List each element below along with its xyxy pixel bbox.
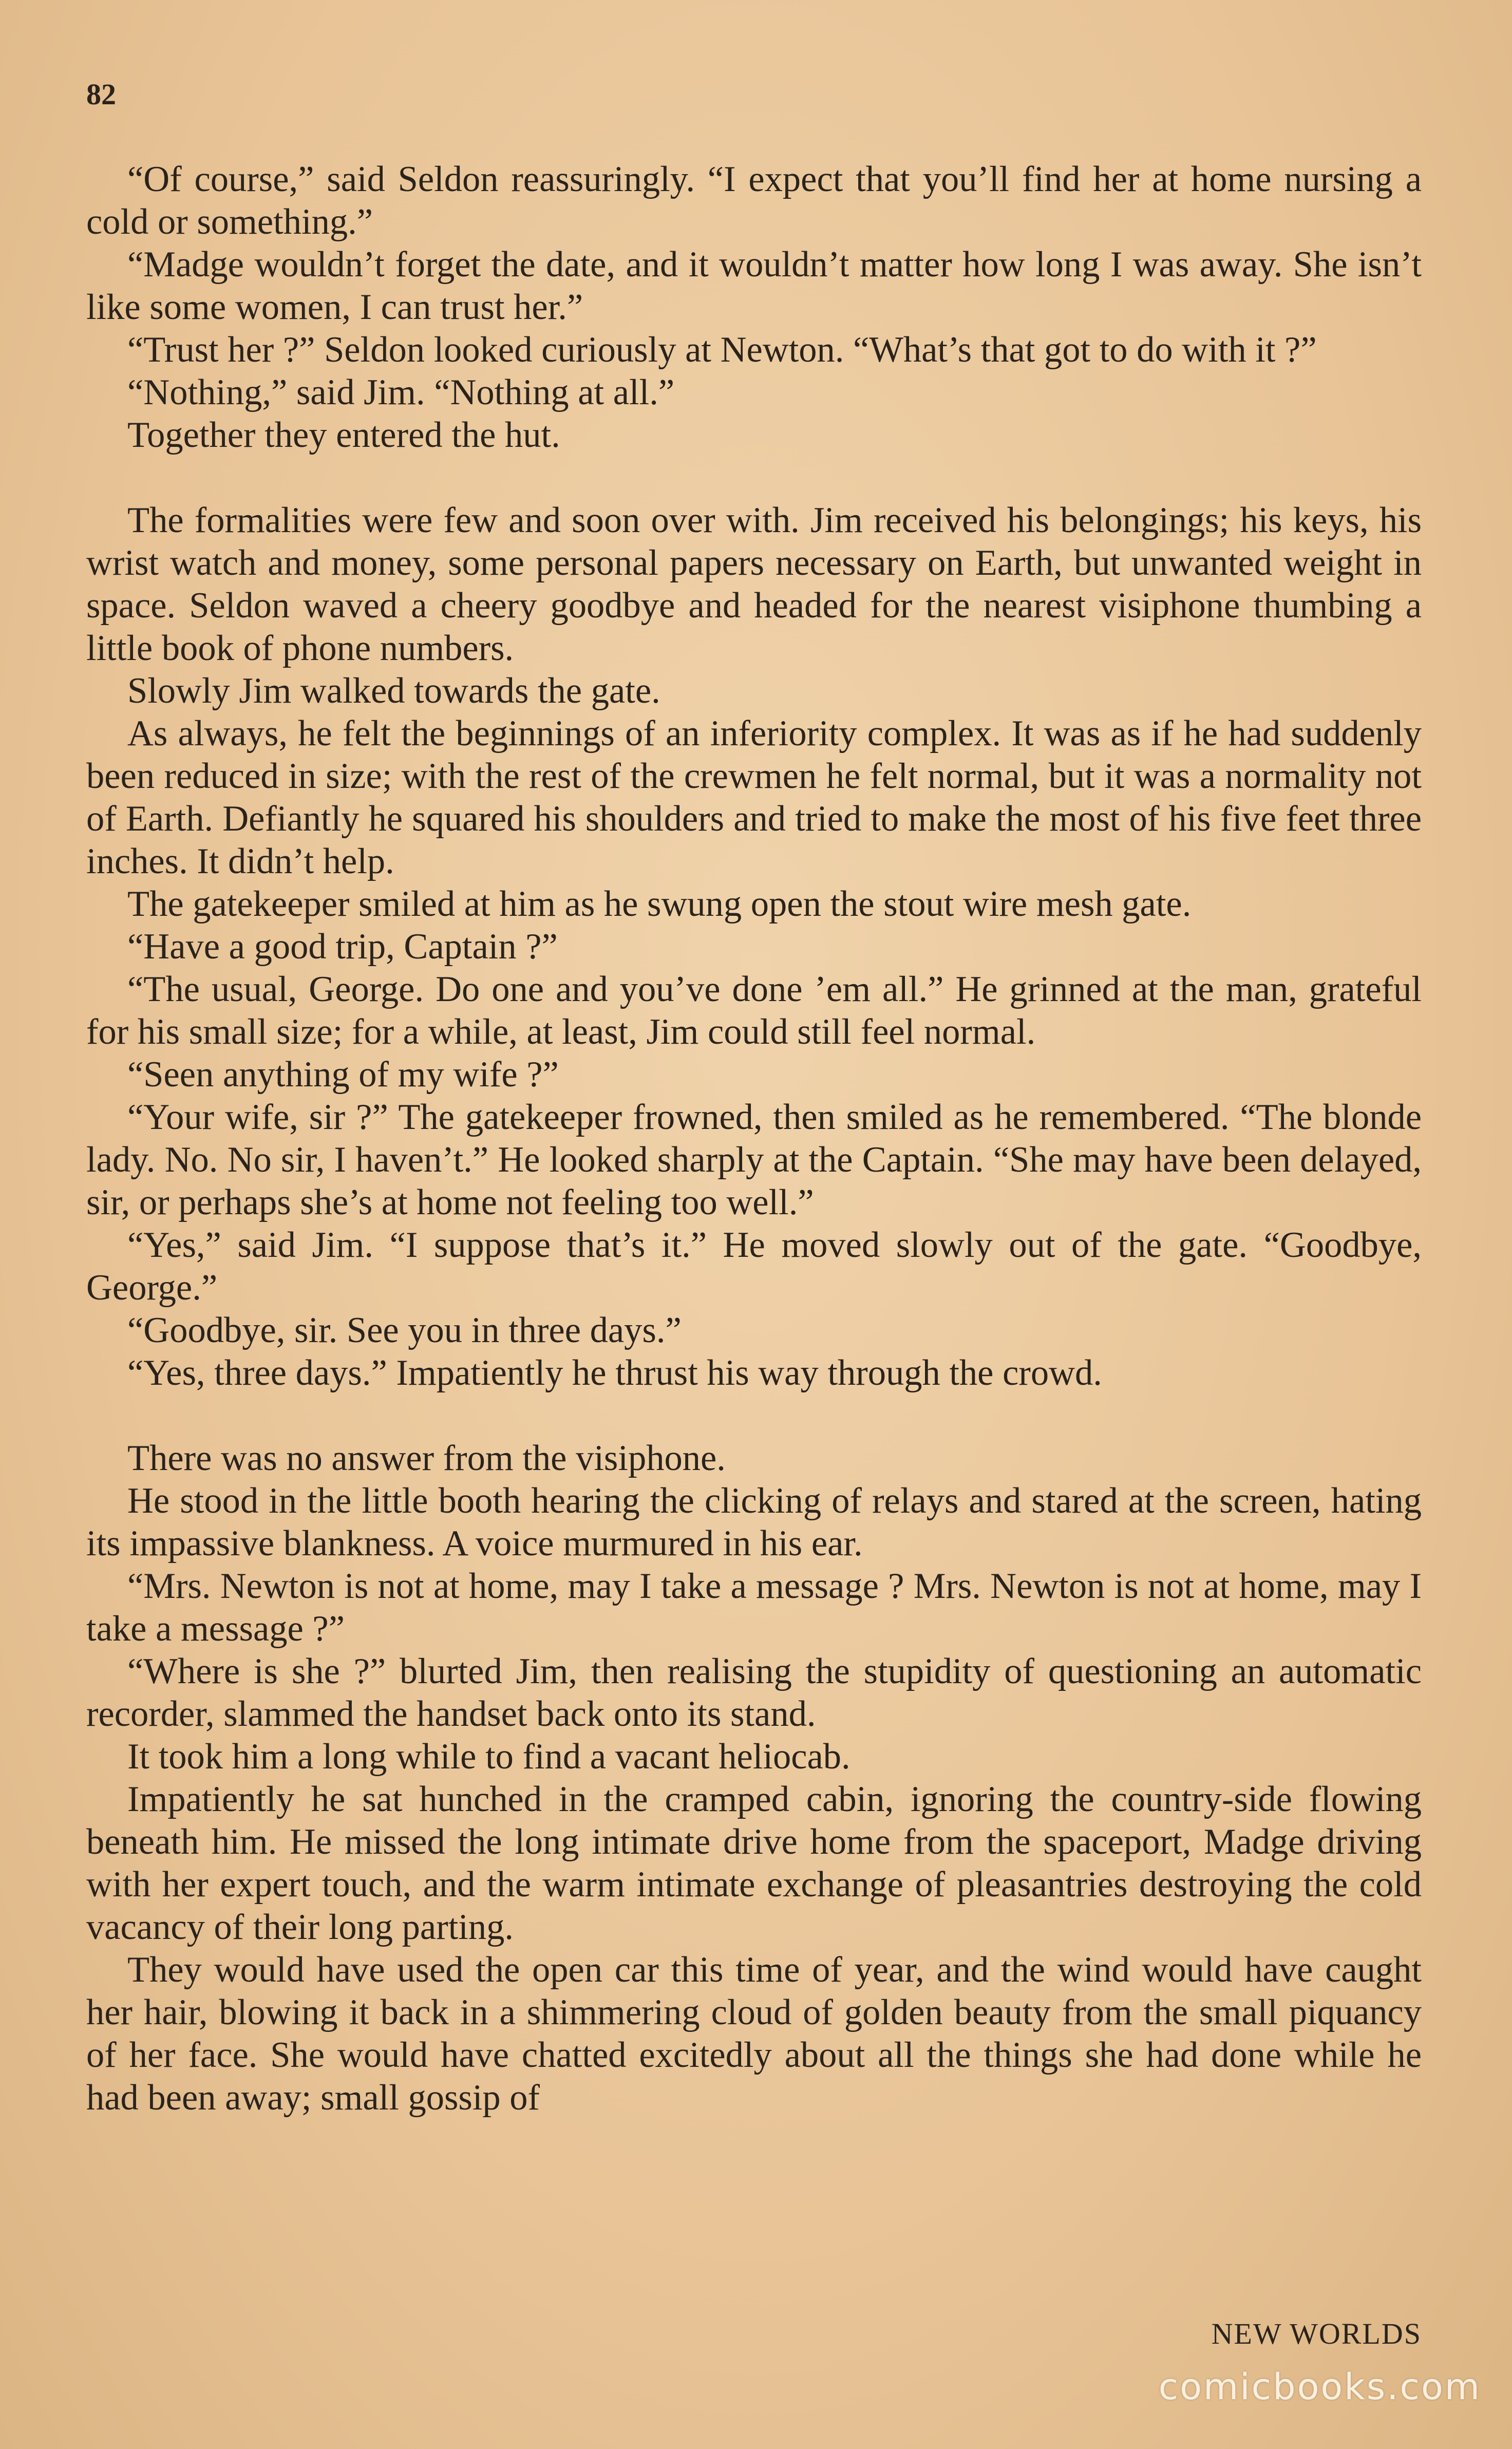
section-break	[86, 457, 1422, 499]
paragraph: They would have used the open car this time of year, and the wind would have caught her hair, blowing it back in a shimmering cloud of golden beauty from the small piquancy of her face. She would have chatted excitedly about all the things she had done while he had been away; small gossip of	[86, 1950, 1422, 2118]
page-number: 82	[86, 78, 116, 111]
publication-footer: NEW WORLDS	[1211, 2317, 1422, 2350]
paragraph: “Yes, three days.” Impatiently he thrust his way through the crowd.	[127, 1353, 1102, 1393]
watermark: comicbooks.com	[1158, 2366, 1481, 2408]
paragraph: He stood in the little booth hearing the clicking of relays and stared at the screen, hating its impassive blankness. A voice murmured in his ear.	[86, 1481, 1422, 1563]
paragraph: “The usual, George. Do one and you’ve done ’em all.” He grinned at the man, grateful for his small size; for a while, at least, Jim could still feel normal.	[86, 969, 1422, 1052]
paragraph: The gatekeeper smiled at him as he swung open the stout wire mesh gate.	[127, 884, 1192, 924]
section-break	[86, 1395, 1422, 1437]
paragraph: “Mrs. Newton is not at home, may I take a message ? Mrs. Newton is not at home, may I take a message ?”	[86, 1566, 1422, 1649]
paragraph: “Seen anything of my wife ?”	[127, 1054, 559, 1095]
paragraph: Slowly Jim walked towards the gate.	[127, 671, 660, 711]
paragraph: Together they entered the hut.	[127, 415, 560, 455]
paragraph: There was no answer from the visiphone.	[127, 1438, 726, 1478]
paragraph: It took him a long while to find a vacant heliocab.	[127, 1737, 850, 1777]
paragraph: “Nothing,” said Jim. “Nothing at all.”	[127, 372, 675, 412]
paragraph: “Trust her ?” Seldon looked curiously at Newton. “What’s that got to do with it ?”	[127, 330, 1317, 370]
paragraph: “Goodbye, sir. See you in three days.”	[127, 1310, 682, 1350]
paragraph: “Where is she ?” blurted Jim, then realising the stupidity of questioning an automatic recorder, slammed the handset back onto its stand.	[86, 1651, 1422, 1734]
paragraph: “Your wife, sir ?” The gatekeeper frowned, then smiled as he remembered. “The blonde lady. No. No sir, I haven’t.” He looked sharply at the Captain. “She may have been delayed, sir, or perhaps she’s at home not feeling too well.”	[86, 1097, 1422, 1222]
story-text	[86, 158, 1422, 2119]
paragraph: “Have a good trip, Captain ?”	[127, 927, 558, 967]
paragraph: The formalities were few and soon over with. Jim received his belongings; his keys, his wrist watch and money, some personal papers necessary on Earth, but unwanted weight in space. Seldon waved a cheery goodbye and headed for the nearest visiphone thumbing a little book of phone numbers.	[86, 500, 1422, 668]
paragraph: As always, he felt the beginnings of an inferiority complex. It was as if he had suddenly been reduced in size; with the rest of the crewmen he felt normal, but it was a normality not of Earth. Defiantly he squared his shoulders and tried to make the most of his five feet three inches. It didn’t help.	[86, 713, 1422, 881]
paragraph: “Madge wouldn’t forget the date, and it wouldn’t matter how long I was away. She isn’t like some women, I can trust her.”	[86, 244, 1422, 327]
paragraph: “Of course,” said Seldon reassuringly. “I expect that you’ll find her at home nursing a cold or something.”	[86, 159, 1422, 242]
paragraph: Impatiently he sat hunched in the cramped cabin, ignoring the country-side flowing beneath him. He missed the long intimate drive home from the spaceport, Madge driving with her expert touch, and the warm intimate exchange of pleasantries destroying the cold vacancy of their long parting.	[86, 1779, 1422, 1947]
paragraph: “Yes,” said Jim. “I suppose that’s it.” He moved slowly out of the gate. “Goodbye, George.”	[86, 1225, 1422, 1308]
